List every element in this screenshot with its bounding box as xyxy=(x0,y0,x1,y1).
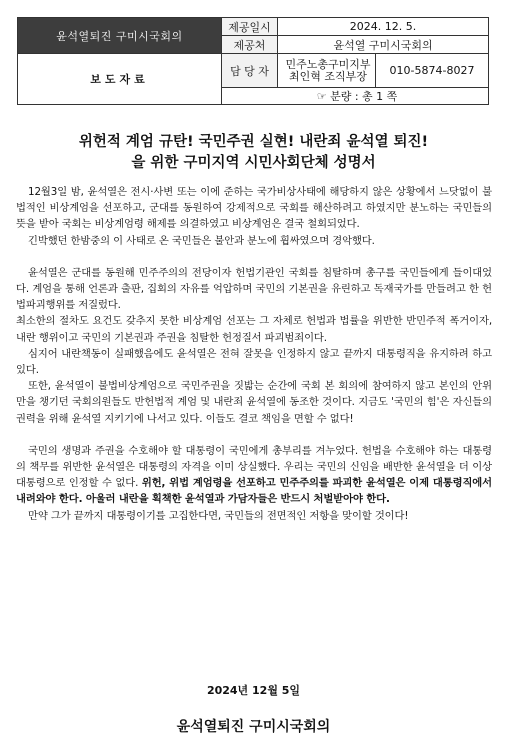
contact-person xyxy=(278,54,376,88)
date-label: 제공일시 xyxy=(222,18,278,36)
headline-line-2: 을 위한 구미지역 시민사회단체 성명서 xyxy=(131,155,376,171)
headline-line-1: 위헌적 계엄 규탄! 국민주권 실현! 내란죄 윤석열 퇴진! xyxy=(78,134,429,150)
paragraph-7-emphasis: 위헌, 위법 계엄령을 선포하고 민주주의를 파괴한 윤석열은 이제 대통령직에서 내려와야 한다. 아울러 내란을 획책한 윤석열과 가담자들은 반드시 처벌받아야 한다. xyxy=(16,477,492,506)
statement-headline xyxy=(20,132,487,174)
paragraph-3: 윤석열은 군대를 동원해 민주주의의 전당이자 헌법기관인 국회를 침탈하며 총구를 국민들에게 들이대었다. 계엄을 통해 언론과 출판, 집회의 자유를 억압하며 국민의 기본권을 유린하고 독재국가를 만들려고 한 헌법파괴행위를 저질렀다. xyxy=(16,266,492,312)
statement-body xyxy=(16,184,492,524)
page-count-text: 분량 : 총 1 쪽 xyxy=(330,90,398,103)
pointing-hand-icon: ☞ xyxy=(316,90,327,103)
organization-name: 윤석열퇴진 구미시국회의 xyxy=(18,18,222,54)
paragraph-4: 최소한의 절차도 요건도 갖추지 못한 비상계엄 선포는 그 자체로 헌법과 법률을 위반한 반민주적 폭거이자, 내란 행위이고 국민의 기본권과 주권을 침탈한 헌정질서 파괴범죄이다. xyxy=(16,315,492,344)
date-value: 2024. 12. 5. xyxy=(278,18,489,36)
paragraph-7 xyxy=(16,443,492,508)
paragraph-2: 긴박했던 한밤중의 이 사태로 온 국민들은 불안과 분노에 휩싸였으며 경악했다. xyxy=(28,234,375,247)
contact-name: 최인혁 조직부장 xyxy=(289,69,367,83)
contact-affiliation: 민주노총구미지부 xyxy=(285,57,371,71)
signature-date: 2024년 12월 5일 xyxy=(206,684,301,697)
paragraph-6: 또한, 윤석열이 불법비상계엄으로 국민주권을 짓밟는 순간에 국회 본 회의에 참여하지 않고 본인의 안위만을 챙기던 국회의원들도 반헌법적 계엄 및 내란죄 윤석열에 동조한 것이다. 지금도 '국민의 힘'은 자신들의 권력을 위해 윤석열 지키기에 나서고 있다. 이들도 결코 책임을 면할 수 없다! xyxy=(16,380,492,425)
contact-label: 담 당 자 xyxy=(222,54,278,88)
paragraph-5: 심지어 내란책동이 실패했음에도 윤석열은 전혀 잘못을 인정하지 않고 끝까지 대통령직을 유지하려 하고 있다. xyxy=(16,347,492,377)
paragraph-1: 12월3일 밤, 윤석열은 전시·사변 또는 이에 준하는 국가비상사태에 해당하지 않은 상황에서 느닷없이 불법적인 비상계엄을 선포하고, 군대를 동원하여 강제적으로 국회를 해산하려고 하였지만 분노하는 국민들의 뜻을 받아 국회는 비상계엄령 해제를 의결하였고 비상계엄은 결국 철회되었다. xyxy=(16,186,492,231)
contact-phone: 010-5874-8027 xyxy=(376,54,489,88)
provider-value: 윤석열 구미시국회의 xyxy=(278,36,489,54)
page-count xyxy=(222,88,489,105)
press-release-header xyxy=(17,17,489,105)
provider-label: 제공처 xyxy=(222,36,278,54)
paragraph-8: 만약 그가 끝까지 대통령이기를 고집한다면, 국민들의 전면적인 저항을 맞이할 것이다! xyxy=(28,509,409,522)
document-type: 보도자료 xyxy=(18,54,222,105)
paragraph-7-text: 국민의 생명과 주권을 수호해야 할 대통령이 국민에게 총부리를 겨누었다. 헌법을 수호해야 하는 대통령의 책무를 위반한 윤석열은 대통령의 자격을 이미 상실했다. 우리는 국민의 신임을 배반한 윤석열을 더 이상 대통령으로 인정할 수 없다. xyxy=(16,444,492,490)
signature-organization: 윤석열퇴진 구미시국회의 xyxy=(176,719,331,735)
